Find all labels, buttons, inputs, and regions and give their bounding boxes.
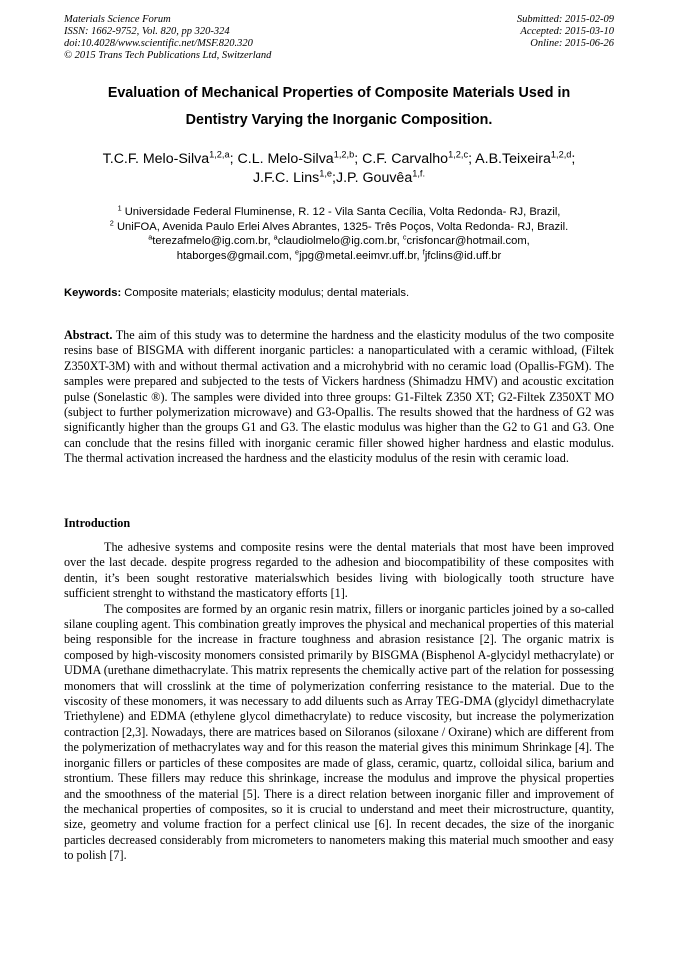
author-affiliation-marker: 1,2,d <box>550 149 572 160</box>
publication-info <box>64 14 271 62</box>
emails-line-1 <box>60 234 618 249</box>
abstract-text: The aim of this study was to determine the hardness and the elasticity modulus of the two composite resins base of BISGMA with different inorganic particles: a nanoparticulated with a ceramic withload, (Filtek Z350XT-3M) with and without thermal activation and a microhybrid with no ceramic load (Opallis-FGM). The samples were prepared and subjected to the tests of Vickers hardness (Shimadzu HMV) and acoustic excitation pulse (Sonelastic ®). The samples were divided into three groups: G1-Filtek Z350 XT; G2-Filtek Z350XT MO (subject to further polymerization microwave) and G3-Opallis. The results showed that the hardness of G2 was significantly higher than the groups G1 and G3. The elastic modulus was higher than the G2 to G1 and G3. One can conclude that the resins filled with inorganic ceramic filler showed higher hardness and elastic modulus. The thermal activation increased the hardness and the elasticity modulus of the resin with ceramic load. <box>64 328 614 466</box>
affiliation-marker: 1 <box>117 203 122 213</box>
affiliation-text: Universidade Federal Fluminense, R. 12 - Vila Santa Cecília, Volta Redonda- RJ, Brazil, <box>124 206 561 218</box>
author-separator: ; <box>354 151 363 167</box>
section-heading-introduction: Introduction <box>64 516 131 530</box>
author-list <box>50 150 628 188</box>
paper-title <box>64 80 614 134</box>
authors-line-1 <box>50 150 628 169</box>
author-name: J.P. Gouvêa <box>335 170 413 186</box>
author-separator: ; <box>332 170 336 186</box>
abstract-label: Abstract. <box>64 328 113 342</box>
keywords <box>64 286 614 300</box>
authors-line-2 <box>50 169 628 188</box>
author-separator: ; <box>229 151 238 167</box>
email-marker: e <box>295 246 300 256</box>
email-link[interactable]: jfclins@id.uff.br <box>424 249 502 262</box>
introduction-paragraph-1: The adhesive systems and composite resins were the dental materials that most have been improved over the last decade. despite progress regarded to the adhesion and biocompatibility of these composites with dentin, it’s been sought restorative materialswhich besides living with biologically tooth structure have sufficient strenght to withstand the masticatory efforts [1]. <box>64 540 614 601</box>
accepted-date: Accepted: 2015-03-10 <box>520 26 614 37</box>
online-date: Online: 2015-06-26 <box>530 38 614 49</box>
journal-name: Materials Science Forum <box>64 14 171 25</box>
email-link[interactable]: jpg@metal.eeimvr.uff.br, <box>299 249 423 262</box>
email-marker: a <box>273 232 278 242</box>
author-affiliation-marker: 1,e <box>319 168 333 179</box>
email-link[interactable]: htaborges@gmail.com, <box>176 249 296 262</box>
email-marker: c <box>402 232 407 242</box>
author-affiliation-marker: 1,2,c <box>448 149 469 160</box>
issn-line: ISSN: 1662-9752, Vol. 820, pp 320-324 <box>64 26 230 37</box>
dates-info <box>517 14 614 50</box>
affiliation-text: UniFOA, Avenida Paulo Erlei Alves Abrantes, 1325- Três Poços, Volta Redonda- RJ, Brazil. <box>116 220 569 233</box>
emails-line-2 <box>60 246 618 264</box>
submitted-date: Submitted: 2015-02-09 <box>516 14 614 25</box>
author-name: J.F.C. Lins <box>252 170 320 186</box>
author-name: C.F. Carvalho <box>362 151 449 167</box>
author-affiliation-marker: 1,2,b <box>333 149 355 160</box>
author-affiliation-marker: 1,2,a <box>209 149 230 160</box>
email-marker: f <box>422 246 425 256</box>
introduction-body <box>64 540 614 864</box>
title-line-2: Dentistry Varying the Inorganic Composition. <box>185 112 493 128</box>
keywords-text: Composite materials; elasticity modulus; dental materials. <box>121 287 410 299</box>
affiliation-1 <box>60 205 618 220</box>
doi-link[interactable]: doi:10.4028/www.scientific.net/MSF.820.320 <box>64 38 253 49</box>
author-name: T.C.F. Melo-Silva <box>102 151 210 167</box>
author-affiliation-marker: 1,f. <box>412 168 426 179</box>
affiliations <box>60 205 618 263</box>
email-link[interactable]: claudiolmelo@ig.com.br, <box>277 235 403 247</box>
affiliation-marker: 2 <box>109 217 114 227</box>
abstract <box>64 328 614 467</box>
email-marker: a <box>148 232 153 242</box>
author-name: C.L. Melo-Silva <box>237 151 334 167</box>
keywords-label: Keywords: <box>64 287 122 299</box>
affiliation-2 <box>60 217 618 235</box>
copyright-line: © 2015 Trans Tech Publications Ltd, Switzerland <box>64 50 272 61</box>
author-separator: ; <box>468 151 476 167</box>
introduction-paragraph-2: The composites are formed by an organic resin matrix, fillers or inorganic particles joined by a so-called silane coupling agent. This combination greatly improves the physical and mechanical properties of this material being responsible for the increase in fracture toughness and abrasion resistance [2]. The organic matrix is composed by high-viscosity monomers consisted primarily by BISGMA (Bisphenol A-glycidyl methacrylate) or UDMA (urethane dimethacrylate. This matrix represents the chemically active part of the relation for possessing monomers that will crosslink at the time of polymerization conferring resistance to the material. Due to the viscosity of these monomers, it was necessary to add diluents such as Array TEG-DMA (glycidyl dimethacrylate Triethylene) and EDMA (ethylene glycol dimethacrylate) to reduce viscosity, but increase the polymerization contraction [2,3]. Nowadays, there are matrices based on Siloranos (siloxane / Oxirane) which are different from the polymerization of methacrylates way and for this reason the material gives this minimum Shrinkage [4]. The inorganic fillers or particles of these composites are made of glass, ceramic, quartz, colloidal silica, barium and strontium. These fillers may reduce this shrinkage, increase the modulus and improve the physical properties and the smoothness of the material [5]. There is a direct relation between inorganic filler and improvement of the mechanical properties of composites, so it is crucial to understand and meet their microstructure, quantity, size, geometry and volume fraction for a perfect clinical use [6]. In recent decades, the size of the inorganic particles decreased considerably from micrometers to nanometers making this material much smoother and easy to polish [7]. <box>64 601 614 863</box>
email-link[interactable]: terezafmelo@ig.com.br, <box>152 235 274 247</box>
author-separator: ; <box>571 151 576 167</box>
title-line-1: Evaluation of Mechanical Properties of Composite Materials Used in <box>107 85 571 101</box>
author-name: A.B.Teixeira <box>475 151 551 167</box>
email-link[interactable]: crisfoncar@hotmail.com, <box>406 235 530 247</box>
